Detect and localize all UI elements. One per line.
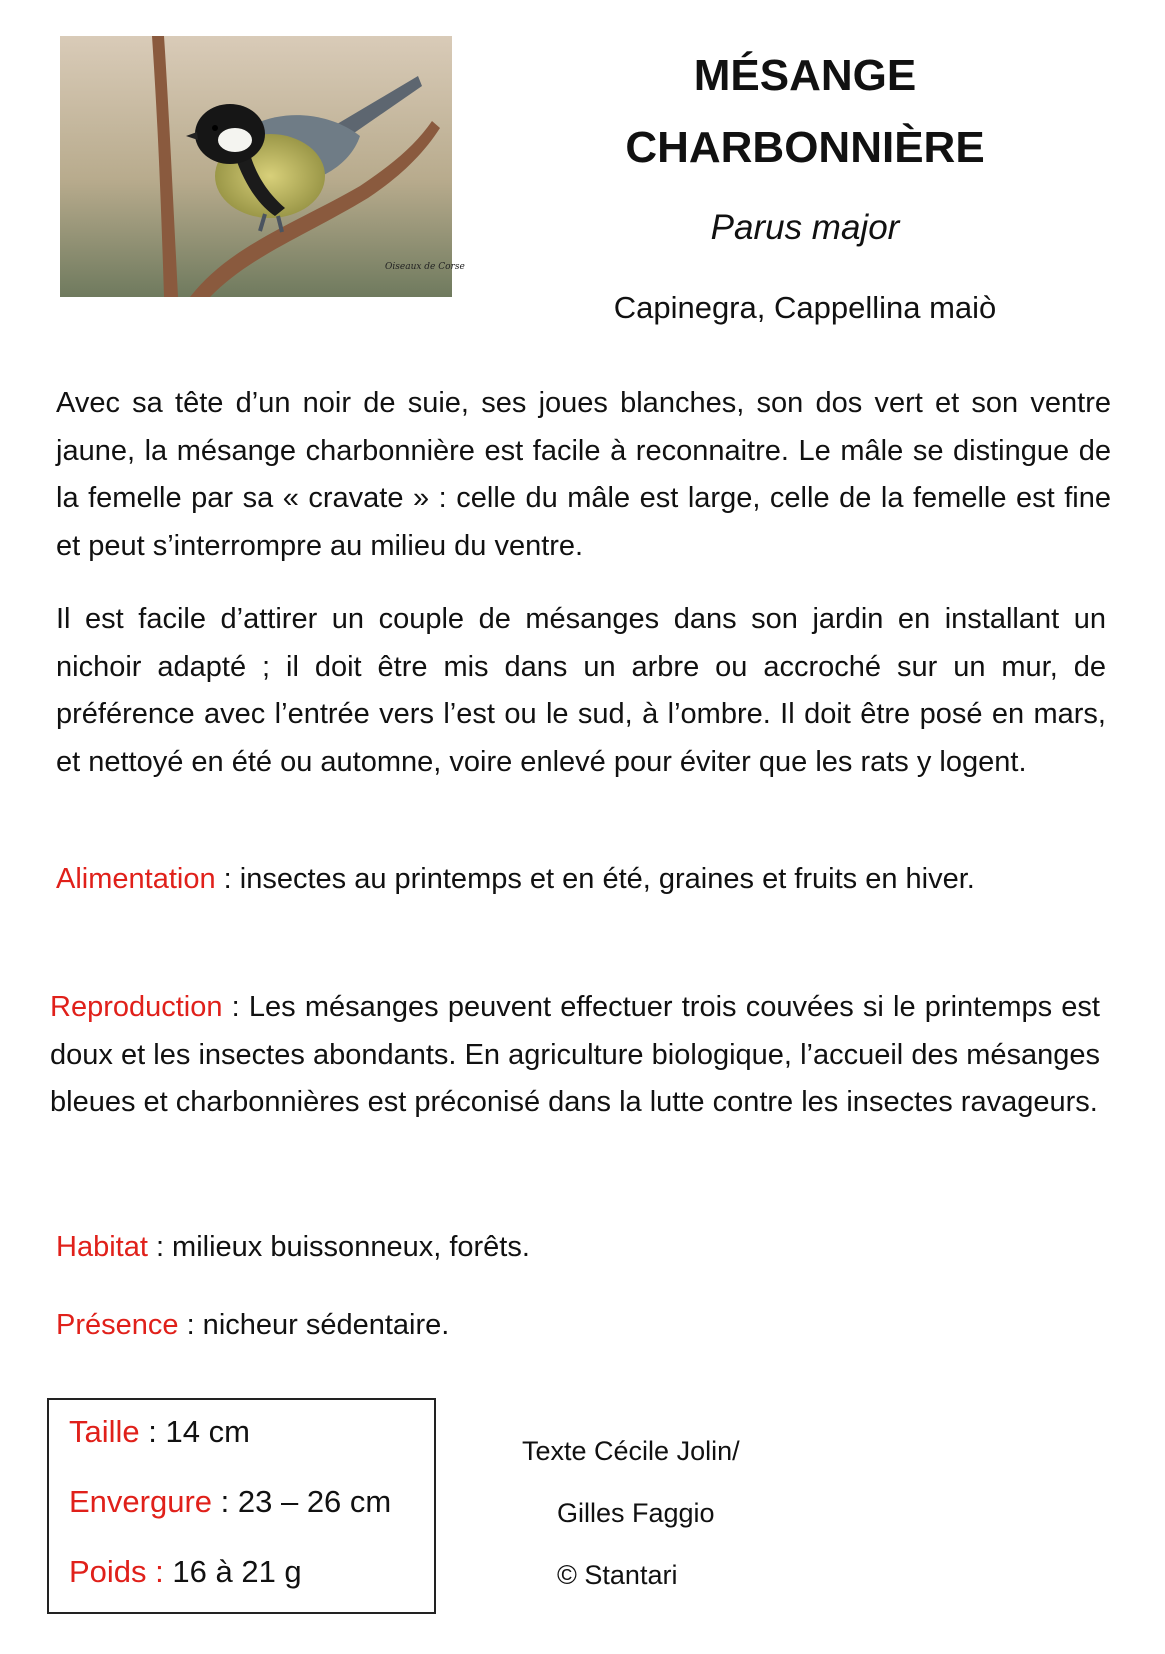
reproduction-paragraph xyxy=(50,984,1100,1164)
poids-row xyxy=(69,1554,302,1590)
photo-signature: Oiseaux de Corse xyxy=(385,262,465,272)
bird-photo xyxy=(60,36,465,297)
facts-box xyxy=(47,1398,436,1614)
poids-label: Poids : xyxy=(69,1554,164,1589)
envergure-label: Envergure xyxy=(69,1484,213,1519)
reproduction-label: Reproduction xyxy=(50,991,223,1023)
title-line-2: CHARBONNIÈRE xyxy=(625,123,985,172)
envergure-value: : 23 – 26 cm xyxy=(212,1484,392,1519)
habitat-text: : milieux buissonneux, forêts. xyxy=(147,1231,530,1263)
bird-eye xyxy=(212,125,218,131)
credit-copyright: © Stantari xyxy=(557,1560,678,1590)
poids-value: 16 à 21 g xyxy=(163,1554,302,1589)
alimentation-text: : insectes au printemps et en été, graines et fruits en hiver. xyxy=(215,863,975,895)
title-line-1: MÉSANGE xyxy=(693,51,917,100)
taille-value: : 14 cm xyxy=(139,1414,250,1449)
presence-label: Présence xyxy=(56,1309,179,1341)
credit-author: Texte Cécile Jolin/ xyxy=(522,1436,740,1466)
reproduction-text: : Les mésanges peuvent effectuer trois couvées si le printemps est doux et les insectes abondants. En agriculture biologique, l’accueil des mésanges bleues et charbonnières est préconisé dans la lutte contre les insectes ravageurs. xyxy=(50,991,1100,1118)
description-paragraph: Avec sa tête d’un noir de suie, ses joues blanches, son dos vert et son ventre jaune, la mésange charbonnière est facile à reconnaitre. Le mâle se distingue de la femelle par sa « cravate » : celle du mâle est large, celle de la femelle est fine et peut s’interrompre au milieu du ventre. xyxy=(56,387,1111,562)
alimentation-paragraph xyxy=(56,856,1056,904)
latin-name: Parus major xyxy=(710,208,900,247)
taille-row xyxy=(69,1414,250,1450)
presence-paragraph xyxy=(56,1302,1056,1350)
habitat-label: Habitat xyxy=(56,1231,148,1263)
taille-label: Taille xyxy=(69,1414,140,1449)
bird-cheek xyxy=(218,128,252,152)
local-names: Capinegra, Cappellina maiò xyxy=(613,290,997,325)
nest-box-paragraph: Il est facile d’attirer un couple de mésanges dans son jardin en installant un nichoir adapté ; il doit être mis dans un arbre ou accroché sur un mur, de préférence avec l’entrée vers l’est ou le sud, à l’ombre. Il doit être posé en mars, et nettoyé en été ou automne, voire enlevé pour éviter que les rats y logent. xyxy=(56,603,1106,778)
alimentation-label: Alimentation xyxy=(56,863,216,895)
habitat-paragraph xyxy=(56,1224,1056,1272)
envergure-row xyxy=(69,1484,391,1520)
presence-text: : nicheur sédentaire. xyxy=(178,1309,450,1341)
credit-coauthor: Gilles Faggio xyxy=(557,1498,715,1528)
page-title xyxy=(560,40,1050,184)
great-tit-illustration xyxy=(60,36,465,297)
